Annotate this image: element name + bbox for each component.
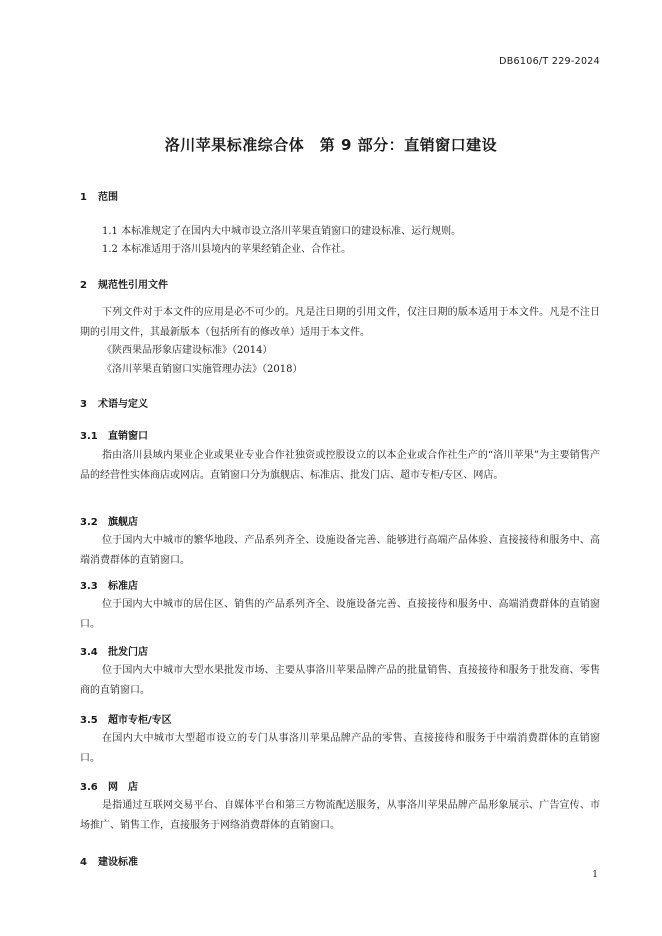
section-4-heading bbox=[80, 853, 138, 868]
scope-item-1: 1.1 本标准规定了在国内大中城市设立洛川苹果直销窗口的建设标准、运行规则。 bbox=[102, 226, 462, 237]
section-number: 3 bbox=[80, 399, 87, 410]
section-number: 2 bbox=[80, 280, 87, 291]
term-3-4-heading bbox=[80, 643, 148, 658]
term-3-5-definition: 在国内大中城市大型超市设立的专门从事洛川苹果品牌产品的零售、直接接待和服务于中端消费群体的直销窗口。 bbox=[80, 733, 600, 764]
scope-item-2: 1.2 本标准适用于洛川县境内的苹果经销企业、合作社。 bbox=[102, 244, 352, 255]
term-3-2-definition: 位于国内大中城市的繁华地段、产品系列齐全、设施设备完善、能够进行高端产品体验、直接接待和服务中、高端消费群体的直销窗口。 bbox=[80, 535, 600, 566]
section-title: 术语与定义 bbox=[98, 399, 148, 410]
section-1-heading bbox=[80, 188, 118, 203]
term-number: 3.2 bbox=[80, 517, 98, 528]
term-3-4-definition: 位于国内大中城市大型水果批发市场、主要从事洛川苹果品牌产品的批量销售、直接接待和服务于批发商、零售商的直销窗口。 bbox=[80, 665, 600, 696]
term-number: 3.4 bbox=[80, 647, 98, 658]
document-id: DB6106/T 229-2024 bbox=[499, 56, 600, 67]
section-title: 规范性引用文件 bbox=[98, 280, 168, 291]
section-number: 1 bbox=[80, 192, 87, 203]
section-title: 范围 bbox=[98, 192, 118, 203]
term-3-3-heading bbox=[80, 577, 138, 592]
term-title: 网 店 bbox=[108, 782, 138, 793]
term-title: 标准店 bbox=[108, 581, 138, 592]
section-3-heading bbox=[80, 395, 148, 410]
term-number: 3.1 bbox=[80, 431, 98, 442]
term-title: 旗舰店 bbox=[108, 517, 138, 528]
document-title: 洛川苹果标准综合体 第 9 部分：直销窗口建设 bbox=[164, 136, 498, 154]
term-title: 批发门店 bbox=[108, 647, 148, 658]
section-number: 4 bbox=[80, 857, 87, 868]
term-3-3-definition: 位于国内大中城市的居住区、销售的产品系列齐全、设施设备完善、直接接待和服务中、高端消费群体的直销窗口。 bbox=[80, 599, 600, 630]
term-3-6-definition: 是指通过互联网交易平台、自媒体平台和第三方物流配送服务，从事洛川苹果品牌产品形象展示、广告宣传、市场推广、销售工作，直接服务于网络消费群体的直销窗口。 bbox=[80, 800, 600, 831]
term-number: 3.3 bbox=[80, 581, 98, 592]
term-title: 超市专柜/专区 bbox=[108, 715, 172, 726]
term-3-1-heading bbox=[80, 427, 148, 442]
reference-item: 《洛川苹果直销窗口实施管理办法》（2018） bbox=[102, 364, 303, 375]
term-title: 直销窗口 bbox=[108, 431, 148, 442]
term-3-5-heading bbox=[80, 711, 172, 726]
term-3-2-heading bbox=[80, 513, 138, 528]
term-number: 3.5 bbox=[80, 715, 98, 726]
term-3-6-heading bbox=[80, 778, 138, 793]
term-3-1-definition: 指由洛川县域内果业企业或果业专业合作社独资或控股设立的以本企业或合作社生产的“洛川苹果”为主要销售产品的经营性实体商店或网店。直销窗口分为旗舰店、标准店、批发门店、超市专柜/专区、网店。 bbox=[80, 450, 600, 481]
section-2-heading bbox=[80, 276, 168, 291]
section-title: 建设标准 bbox=[98, 857, 138, 868]
term-number: 3.6 bbox=[80, 782, 98, 793]
page-number: 1 bbox=[592, 870, 598, 880]
normative-references-text: 下列文件对于本文件的应用是必不可少的。凡是注日期的引用文件，仅注日期的版本适用于本文件。凡是不注日期的引用文件，其最新版本（包括所有的修改单）适用于本文件。 bbox=[80, 307, 600, 338]
reference-item: 《陕西果品形象店建设标准》（2014） bbox=[102, 345, 273, 356]
